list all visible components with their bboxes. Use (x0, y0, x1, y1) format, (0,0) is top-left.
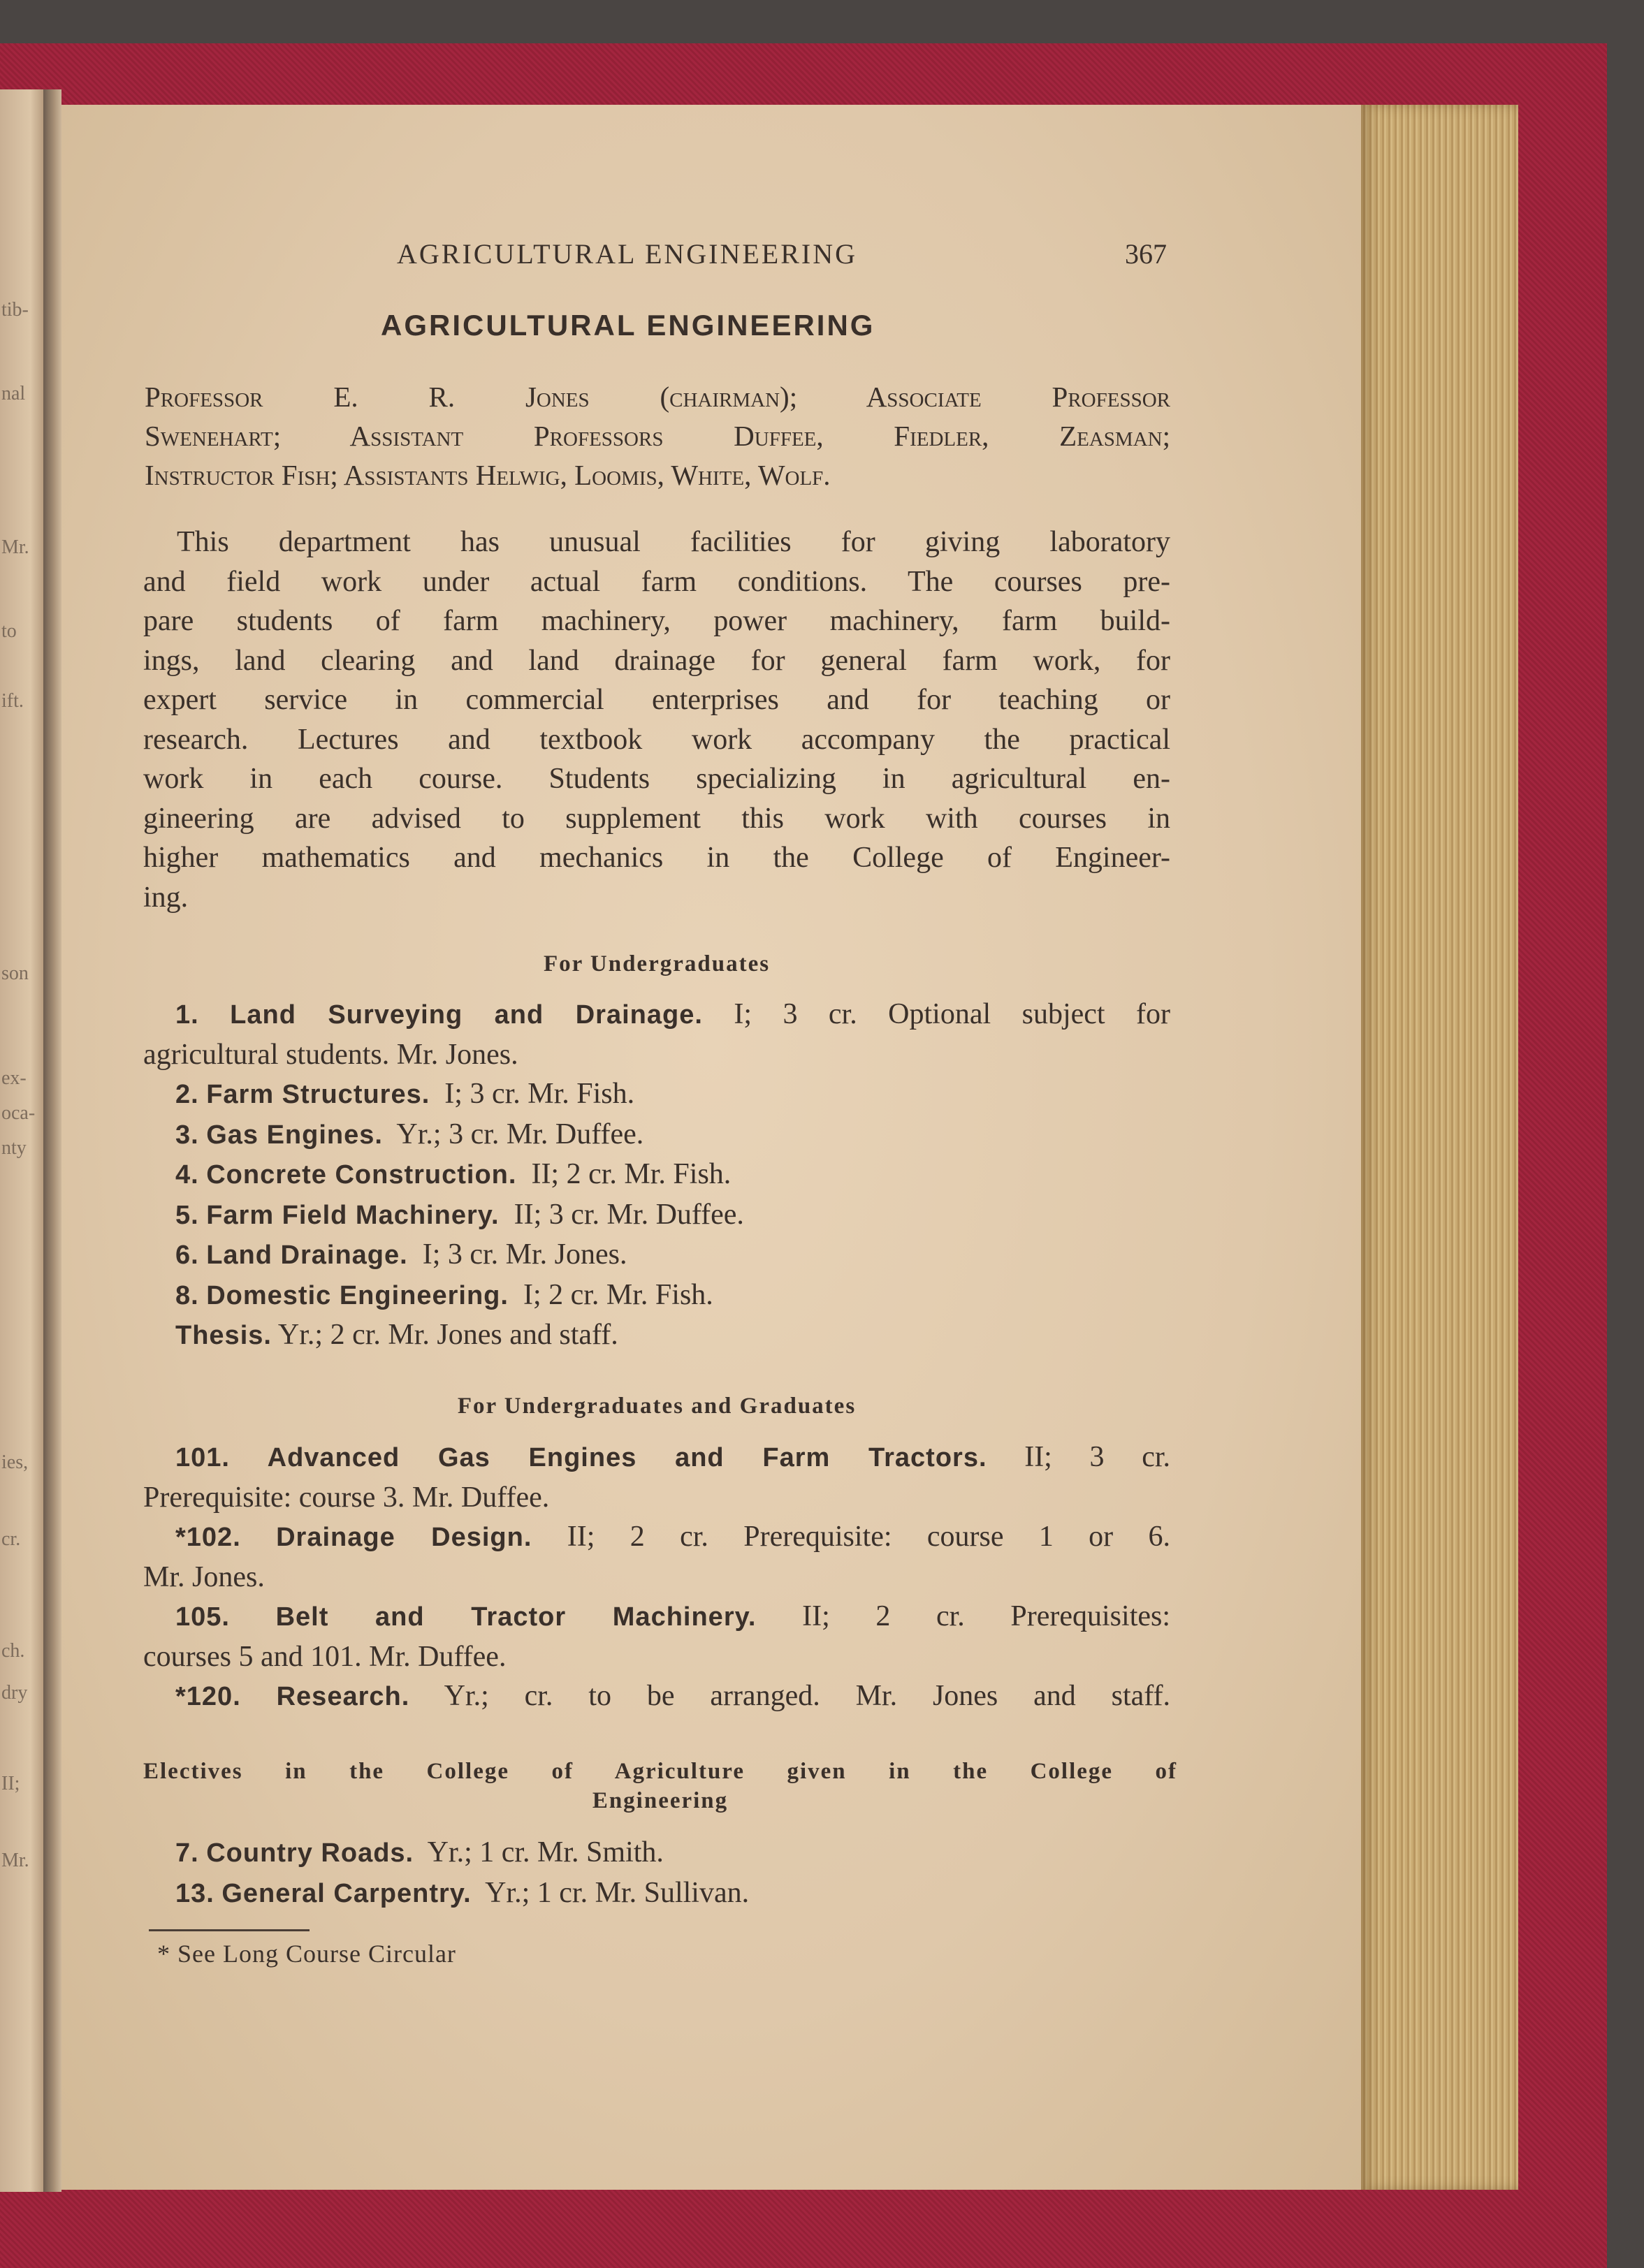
course-name: Domestic Engineering. (206, 1280, 509, 1310)
intro-line: research. Lectures and textbook work accompany the practical (143, 723, 1170, 756)
course-number: 6. (175, 1241, 199, 1270)
section-heading: For Undergraduates (543, 951, 771, 976)
course-line (143, 1315, 1170, 1356)
left-page-fragment: son (1, 963, 29, 984)
course-name: Advanced Gas Engines and Farm Tractors. (267, 1443, 987, 1472)
course-entry (143, 1315, 1170, 1356)
course-number: 1. (175, 1000, 199, 1030)
course-name: Farm Field Machinery. (206, 1200, 500, 1230)
course-entry (143, 1235, 1170, 1275)
course-line (143, 1235, 1170, 1275)
course-number: *102. (175, 1523, 241, 1552)
course-line (143, 1115, 1170, 1155)
faculty-list (145, 377, 1170, 495)
course-number: 5. (175, 1200, 199, 1230)
course-details: Yr.; cr. to be arranged. Mr. Jones and staff. (444, 1680, 1170, 1712)
course-line (143, 1676, 1170, 1717)
course-name: Land Drainage. (206, 1241, 408, 1270)
course-continuation: Mr. Jones. (143, 1560, 265, 1593)
intro-line: ing. (143, 881, 189, 914)
course-details: I; 3 cr. Mr. Jones. (422, 1238, 627, 1271)
left-page-fragment: dry (1, 1682, 28, 1704)
section-heading-line: Electives in the College of Agriculture given in the College of (143, 1759, 1177, 1784)
course-number: 105. (175, 1602, 230, 1632)
left-page-fragment: cr. (1, 1528, 21, 1550)
intro-line: gineering are advised to supplement this work with courses in (143, 802, 1170, 835)
left-page-fragment: oca- (1, 1102, 36, 1124)
course-line (143, 1155, 1170, 1195)
course-name: Thesis. (175, 1321, 272, 1350)
left-page-fragment: Mr. (1, 536, 29, 558)
intro-line: pare students of farm machinery, power machinery, farm build- (143, 605, 1170, 637)
course-entry (143, 1437, 1170, 1517)
course-continuation: courses 5 and 101. Mr. Duffee. (143, 1640, 507, 1673)
course-name: Drainage Design. (276, 1523, 532, 1552)
course-details: II; 3 cr. Mr. Duffee. (514, 1198, 744, 1231)
left-page-fragment: ies, (1, 1451, 29, 1473)
course-details: Yr.; 1 cr. Mr. Sullivan. (485, 1876, 750, 1909)
course-number: 101. (175, 1443, 230, 1472)
course-details: II; 2 cr. Prerequisite: course 1 or 6. (567, 1521, 1171, 1553)
section-heading-line: Engineering (592, 1788, 729, 1813)
course-line (143, 1517, 1170, 1558)
page-title: AGRICULTURAL ENGINEERING (381, 309, 875, 342)
course-entry (143, 1873, 1170, 1914)
left-page-fragment: tib- (1, 299, 29, 321)
footnote: * See Long Course Circular (157, 1940, 456, 1968)
intro-line: and field work under actual farm conditions. The courses pre- (143, 565, 1170, 598)
course-entry (143, 1597, 1170, 1676)
left-page-fragment: to (1, 620, 17, 642)
section-heading (143, 1757, 1177, 1815)
course-line (143, 1437, 1170, 1478)
left-page-fragment: II; (1, 1773, 20, 1794)
course-entry (143, 1833, 1170, 1873)
left-page-fragment: ex- (1, 1067, 27, 1089)
course-list (143, 1833, 1170, 1913)
course-line (143, 1597, 1170, 1637)
course-number: 4. (175, 1160, 199, 1190)
course-details: II; 2 cr. Mr. Fish. (531, 1158, 732, 1190)
course-number: 7. (175, 1838, 199, 1868)
course-details: I; 2 cr. Mr. Fish. (523, 1278, 713, 1311)
left-page-fragment: ch. (1, 1640, 25, 1662)
course-name: Gas Engines. (206, 1120, 383, 1150)
course-entry (143, 1517, 1170, 1597)
section-heading: For Undergraduates and Graduates (457, 1393, 857, 1419)
course-name: Belt and Tractor Machinery. (275, 1602, 757, 1632)
course-line (143, 1074, 1170, 1115)
course-entry (143, 1195, 1170, 1236)
course-details: II; 2 cr. Prerequisites: (802, 1600, 1171, 1632)
course-details: Yr.; 3 cr. Mr. Duffee. (396, 1118, 644, 1150)
faculty-line: Professor E. R. Jones (chairman); Associate Professor (145, 381, 1170, 413)
course-number: 2. (175, 1080, 199, 1109)
left-page-fragment: Mr. (1, 1850, 29, 1871)
course-list (143, 1437, 1170, 1717)
intro-paragraph (143, 522, 1170, 917)
course-name: Land Surveying and Drainage. (230, 1000, 703, 1030)
course-entry (143, 1275, 1170, 1316)
course-entry (143, 1676, 1170, 1717)
course-entry (143, 1155, 1170, 1195)
course-number: *120. (175, 1682, 241, 1711)
page-number: 367 (1125, 238, 1167, 270)
course-name: Farm Structures. (206, 1080, 430, 1109)
intro-line: work in each course. Students specializing in agricultural en- (143, 763, 1170, 795)
course-list (143, 995, 1170, 1356)
course-details: Yr.; 1 cr. Mr. Smith. (427, 1836, 664, 1868)
footnote-rule (149, 1929, 310, 1931)
course-number: 3. (175, 1120, 199, 1150)
faculty-line: Instructor Fish; Assistants Helwig, Loomis, White, Wolf. (145, 459, 831, 491)
left-page-fragment: nal (1, 383, 26, 404)
left-page-fragment: ift. (1, 690, 24, 712)
intro-line: higher mathematics and mechanics in the College of Engineer- (143, 842, 1170, 874)
course-line (143, 1833, 1170, 1873)
course-number: 8. (175, 1280, 199, 1310)
running-head: AGRICULTURAL ENGINEERING (397, 238, 857, 270)
course-entry (143, 995, 1170, 1074)
course-line (143, 1873, 1170, 1914)
course-details: Yr.; 2 cr. Mr. Jones and staff. (277, 1319, 618, 1351)
course-entry (143, 1115, 1170, 1155)
faculty-line: Swenehart; Assistant Professors Duffee, Fiedler, Zeasman; (145, 420, 1170, 452)
course-entry (143, 1074, 1170, 1115)
course-continuation: Prerequisite: course 3. Mr. Duffee. (143, 1481, 550, 1514)
course-name: Concrete Construction. (206, 1160, 517, 1190)
course-name: General Carpentry. (221, 1878, 472, 1908)
course-details: I; 3 cr. Optional subject for (734, 998, 1170, 1030)
left-page-fragment: nty (1, 1137, 27, 1159)
course-line (143, 995, 1170, 1035)
course-line (143, 1195, 1170, 1236)
course-details: II; 3 cr. (1024, 1441, 1170, 1473)
intro-line: This department has unusual facilities for giving laboratory (177, 526, 1170, 558)
course-details: I; 3 cr. Mr. Fish. (444, 1078, 635, 1110)
course-continuation: agricultural students. Mr. Jones. (143, 1038, 518, 1071)
course-name: Country Roads. (206, 1838, 414, 1868)
course-line (143, 1275, 1170, 1316)
course-number: 13. (175, 1878, 214, 1908)
intro-line: expert service in commercial enterprises and for teaching or (143, 684, 1170, 716)
course-name: Research. (276, 1682, 410, 1711)
intro-line: ings, land clearing and land drainage for general farm work, for (143, 644, 1170, 677)
